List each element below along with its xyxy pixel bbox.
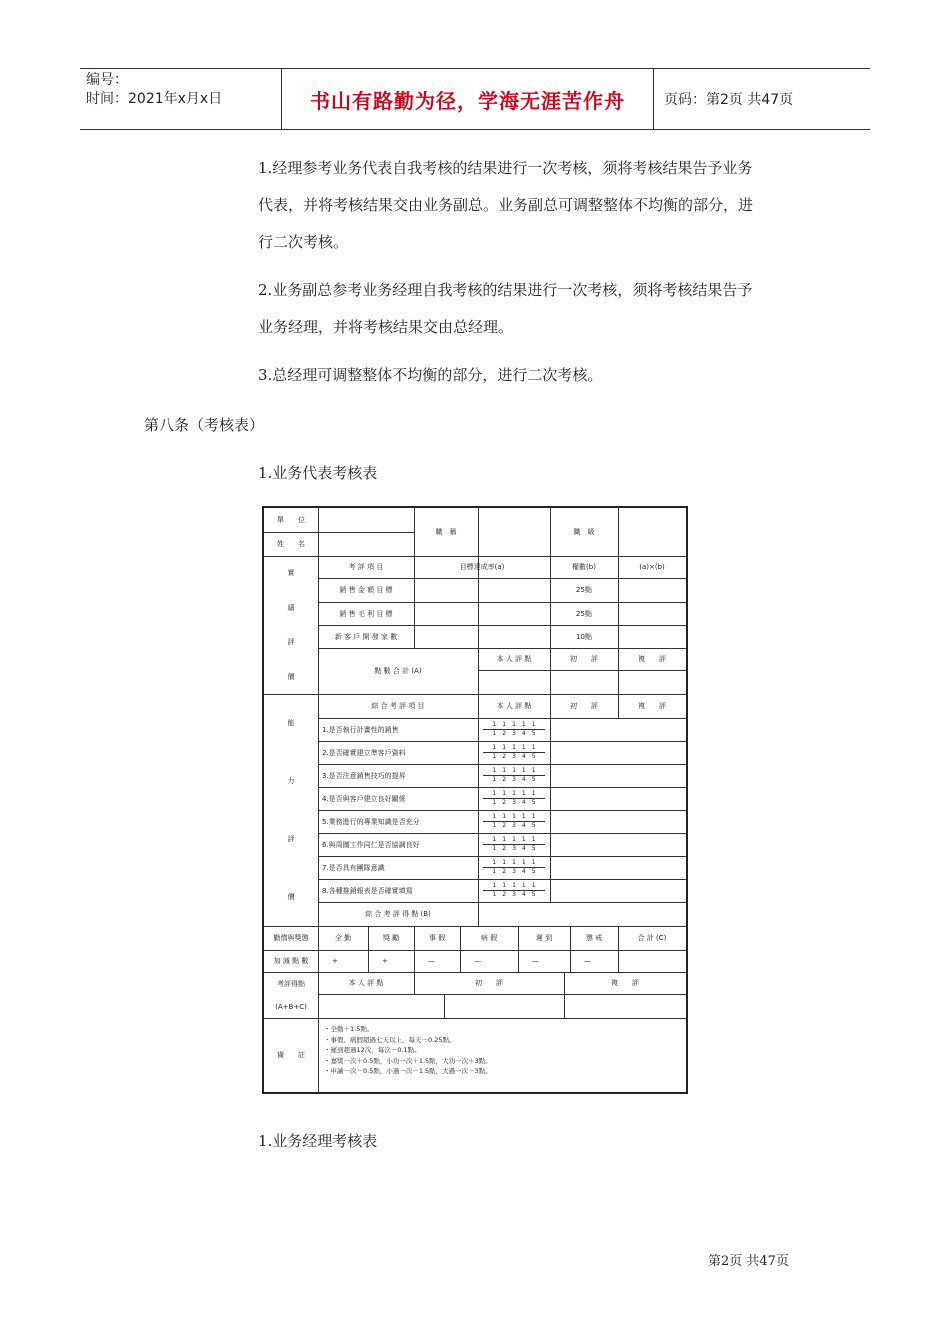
scale-top-row (492, 837, 535, 843)
scale-bottom-row (492, 800, 535, 806)
ability-label-char: 能 (287, 719, 295, 727)
scale-bottom-digit: 3 (512, 776, 516, 783)
perf-header-weight: 權數(b) (572, 563, 596, 571)
scale-bottom-digit: 2 (502, 822, 507, 829)
ability-header: 綜 合 考 評 項 目 (371, 702, 425, 710)
rating-scale (478, 764, 550, 787)
scale-top-digit: 1 (492, 859, 497, 866)
scale-bottom-digit: 3 (512, 799, 516, 806)
ability-self-eval-header: 本 人 評 點 (496, 702, 532, 710)
scale-top-row (492, 860, 535, 866)
scale-top-digit: 1 (492, 836, 497, 843)
scale-top-digit: 1 (512, 767, 516, 774)
scale-bottom-row (492, 892, 535, 898)
performance-label-char: 績 (287, 603, 295, 612)
rating-scale-fraction (483, 883, 545, 898)
rating-scale (478, 833, 550, 856)
ability-label-char: 評 (287, 835, 295, 843)
scale-top-digit: 1 (502, 859, 507, 866)
scale-bottom-digit: 1 (492, 868, 497, 875)
perf-header-product: (a)×(b) (639, 563, 665, 571)
article-heading: 第八条（考核表） (144, 416, 265, 434)
first-eval-header: 初 評 (570, 655, 598, 663)
scale-top-digit: 1 (521, 721, 526, 728)
scale-top-digit: 1 (492, 744, 497, 751)
scale-bottom-digit: 3 (512, 868, 516, 875)
remark-line: ・事假、病假超過七天以上，每天－0.25點。 (324, 1035, 456, 1044)
scale-bottom-digit: 1 (492, 776, 497, 783)
rating-scale (478, 787, 550, 810)
scale-top-digit: 1 (521, 813, 526, 820)
perf-item-weight: 25點 (576, 609, 592, 618)
scale-top-row (492, 883, 535, 889)
subheading-sales-manager-form: 1.业务经理考核表 (258, 1132, 378, 1150)
scale-bottom-row (492, 823, 535, 829)
scale-top-digit: 1 (502, 836, 507, 843)
scale-bottom-digit: 2 (502, 891, 507, 898)
paragraph-2: 2.业务副总参考业务经理自我考核的结果进行一次考核，须将考核结果告予业务经理，并将考核结果交由总经理。 (258, 281, 753, 336)
rating-scale (478, 810, 550, 833)
scale-bottom-digit: 2 (502, 799, 507, 806)
performance-label-char: 實 (287, 569, 295, 578)
points-total-label: 點 數 合 計 (A) (374, 667, 422, 675)
scale-bottom-digit: 5 (531, 730, 536, 737)
ability-item: 4.是否與客戶建立良好關係 (322, 794, 406, 803)
scale-top-row (492, 814, 535, 820)
scale-top-digit: 1 (521, 859, 526, 866)
performance-label-char: 價 (287, 672, 295, 681)
remark-line: ・全勤＋1.5點。 (324, 1025, 374, 1033)
attendance-col-header: 全 勤 (334, 934, 352, 942)
remark-line: ・申誡一次－0.5點，小過一次－1.5點，大過一次－3點。 (324, 1067, 492, 1075)
perf-item-weight: 25點 (576, 586, 592, 594)
scale-bottom-digit: 3 (512, 891, 516, 898)
scale-bottom-digit: 3 (512, 822, 516, 829)
ability-section-label (264, 694, 318, 926)
ability-item: 7.是否具有團隊意識 (322, 863, 385, 872)
scale-bottom-digit: 4 (521, 753, 526, 760)
scale-bottom-digit: 1 (492, 891, 497, 898)
rating-scale-fraction (483, 814, 545, 829)
ability-item: 8.各種推銷報表是否確實填寫 (322, 886, 413, 895)
scale-bottom-digit: 1 (492, 730, 497, 737)
ability-label-char: 價 (287, 893, 295, 901)
scale-top-digit: 1 (521, 744, 526, 751)
scale-bottom-digit: 4 (521, 868, 526, 875)
scale-bottom-digit: 3 (512, 753, 516, 760)
scale-bottom-digit: 3 (512, 730, 516, 737)
perf-item: 新 客 戶 開 發 家 數 (334, 632, 398, 641)
form-grid-line (478, 670, 686, 671)
scale-bottom-row (492, 777, 535, 783)
score-second-eval-header: 複 評 (611, 979, 639, 987)
scale-top-digit: 1 (502, 744, 507, 751)
scale-top-digit: 1 (531, 836, 536, 843)
scale-bottom-digit: 2 (502, 776, 507, 783)
scale-bottom-digit: 5 (531, 753, 536, 760)
scale-bottom-digit: 2 (502, 845, 507, 852)
score-first-eval-header: 初 評 (475, 979, 503, 987)
points-adjust-sign: — (584, 957, 591, 965)
score-self-eval-header: 本 人 評 點 (348, 979, 384, 987)
scale-top-digit: 1 (512, 790, 516, 797)
ability-second-eval-header: 複 評 (638, 702, 666, 710)
form-grid-line (618, 508, 619, 556)
ability-total-label: 綜 合 考 評 得 點 (B) (365, 910, 431, 918)
perf-item: 銷 售 毛 利 目 標 (339, 609, 393, 618)
points-adjust-sign: + (332, 957, 338, 965)
scale-bottom-digit: 1 (492, 753, 497, 760)
rating-scale-fraction (483, 768, 545, 783)
scale-bottom-digit: 4 (521, 730, 526, 737)
points-adjust-sign: + (382, 957, 388, 965)
scale-bottom-digit: 2 (502, 753, 507, 760)
attendance-col-header: 遲 到 (535, 934, 553, 942)
form-grid-line (264, 1018, 686, 1019)
scale-top-digit: 1 (492, 767, 497, 774)
scale-top-row (492, 745, 535, 751)
scale-top-digit: 1 (502, 882, 507, 889)
scale-top-digit: 1 (531, 882, 536, 889)
scale-bottom-digit: 4 (521, 799, 526, 806)
remark-line: ・遲到超過12次，每次－0.1點。 (324, 1046, 421, 1054)
points-adjust-sign: — (428, 957, 435, 965)
header-meta (80, 69, 282, 129)
number-label: 编号： (86, 72, 128, 88)
scale-bottom-digit: 5 (531, 891, 536, 898)
scale-bottom-digit: 3 (512, 845, 516, 852)
scale-bottom-row (492, 731, 535, 737)
paragraph-1: 1.经理参考业务代表自我考核的结果进行一次考核，须将考核结果告予业务代表，并将考核结果交由业务副总。业务副总可调整整体不均衡的部分，进行二次考核。 (258, 159, 754, 251)
scale-bottom-digit: 4 (521, 822, 526, 829)
evaluation-form (262, 506, 688, 1094)
scale-bottom-digit: 5 (531, 822, 536, 829)
scale-top-digit: 1 (492, 813, 497, 820)
scale-top-digit: 1 (531, 813, 536, 820)
perf-header-item: 考 評 項 目 (348, 563, 384, 571)
page-footer: 第2页 共47页 (708, 1254, 789, 1269)
scale-top-digit: 1 (512, 744, 516, 751)
ability-item: 3.是否注意銷售技巧的提昇 (322, 771, 406, 780)
remarks-label: 備 註 (277, 1051, 305, 1059)
ability-label-char: 力 (287, 777, 295, 785)
scale-bottom-digit: 1 (492, 845, 497, 852)
time-label: 时间：2021年x月x日 (86, 91, 223, 107)
grade-label: 職 級 (573, 528, 595, 536)
form-grid-line (478, 508, 479, 556)
header-slogan: 书山有路勤为径，学海无涯苦作舟 (282, 69, 654, 129)
attendance-col-header: 病 假 (480, 934, 498, 942)
rating-scale-fraction (483, 745, 545, 760)
scale-top-row (492, 791, 535, 797)
scale-top-digit: 1 (502, 721, 507, 728)
ability-item: 1.是否執行計畫性的銷售 (322, 725, 399, 734)
total-score-label-line: (A+B+C) (275, 1003, 307, 1011)
title-label: 職 稱 (435, 528, 457, 536)
subheading-sales-rep-form: 1.业务代表考核表 (258, 464, 378, 482)
scale-top-digit: 1 (521, 836, 526, 843)
paragraph-3: 3.总经理可调整整体不均衡的部分，进行二次考核。 (258, 366, 603, 384)
scale-top-digit: 1 (531, 744, 536, 751)
perf-item-weight: 10點 (576, 632, 592, 641)
ability-item: 6.與周圍工作同仁是否協調良好 (322, 840, 420, 849)
rating-scale-fraction (483, 860, 545, 875)
total-score-label (264, 972, 318, 1018)
points-adjust-sign: — (474, 957, 481, 965)
scale-top-digit: 1 (512, 836, 516, 843)
scale-bottom-digit: 1 (492, 799, 497, 806)
rating-scale (478, 718, 550, 741)
scale-bottom-row (492, 846, 535, 852)
rating-scale (478, 741, 550, 764)
scale-top-digit: 1 (531, 721, 536, 728)
unit-label: 單 位 (277, 516, 305, 524)
rating-scale (478, 879, 550, 902)
scale-top-digit: 1 (521, 767, 526, 774)
rating-scale-fraction (483, 837, 545, 852)
perf-item: 銷 售 金 額 目 標 (339, 586, 393, 594)
scale-top-digit: 1 (512, 813, 516, 820)
name-label: 姓 名 (277, 540, 305, 548)
rating-scale-fraction (483, 722, 545, 737)
perf-header-rate: 目標達成率(a) (459, 563, 505, 571)
performance-section-label (264, 556, 318, 694)
ability-first-eval-header: 初 評 (570, 702, 598, 710)
scale-top-digit: 1 (531, 767, 536, 774)
scale-top-digit: 1 (531, 790, 536, 797)
scale-bottom-digit: 2 (502, 868, 507, 875)
scale-bottom-digit: 5 (531, 868, 536, 875)
total-score-label-line: 考評得點 (277, 980, 305, 988)
ability-item: 2.是否確實建立準客戶資料 (322, 748, 406, 757)
points-adjust-sign: — (532, 957, 539, 965)
attendance-col-header: 合 計 (C) (637, 934, 667, 942)
scale-bottom-digit: 5 (531, 799, 536, 806)
scale-top-digit: 1 (502, 767, 507, 774)
second-eval-header: 複 評 (638, 655, 666, 663)
scale-bottom-digit: 1 (492, 822, 497, 829)
rating-scale (478, 856, 550, 879)
scale-bottom-digit: 4 (521, 891, 526, 898)
attendance-label: 勤惰與獎懲 (273, 934, 309, 942)
scale-bottom-row (492, 754, 535, 760)
document-header (80, 68, 870, 130)
scale-top-digit: 1 (502, 813, 507, 820)
scale-bottom-digit: 5 (531, 776, 536, 783)
scale-bottom-digit: 5 (531, 845, 536, 852)
performance-label-char: 評 (287, 638, 295, 647)
scale-top-digit: 1 (512, 882, 516, 889)
points-adjust-label: 加 減 點 數 (273, 957, 309, 965)
scale-bottom-digit: 2 (502, 730, 507, 737)
header-page-label: 页码：第2页 共47页 (664, 92, 794, 108)
scale-top-digit: 1 (512, 859, 516, 866)
scale-top-digit: 1 (531, 859, 536, 866)
scale-top-digit: 1 (492, 882, 497, 889)
attendance-col-header: 事 假 (428, 934, 446, 942)
scale-top-digit: 1 (492, 721, 497, 728)
scale-bottom-row (492, 869, 535, 875)
remarks-notes (324, 1024, 492, 1077)
scale-bottom-digit: 4 (521, 845, 526, 852)
form-grid-line (550, 694, 551, 902)
scale-top-row (492, 768, 535, 774)
scale-top-digit: 1 (512, 721, 516, 728)
scale-bottom-digit: 4 (521, 776, 526, 783)
self-eval-header: 本 人 評 點 (496, 655, 532, 663)
rating-scale-fraction (483, 791, 545, 806)
form-grid-line (318, 994, 686, 995)
scale-top-row (492, 722, 535, 728)
scale-top-digit: 1 (521, 790, 526, 797)
form-grid-line (444, 994, 445, 1018)
scale-top-digit: 1 (521, 882, 526, 889)
ability-item: 5.業務進行的專業知識是否充分 (322, 817, 420, 826)
scale-top-digit: 1 (502, 790, 507, 797)
attendance-col-header: 獎 勵 (382, 934, 400, 942)
remark-line: ・嘉獎一次＋0.5點，小功一次＋1.5點，大功一次＋3點。 (324, 1056, 492, 1065)
scale-top-digit: 1 (492, 790, 497, 797)
attendance-col-header: 懲 戒 (585, 934, 603, 942)
